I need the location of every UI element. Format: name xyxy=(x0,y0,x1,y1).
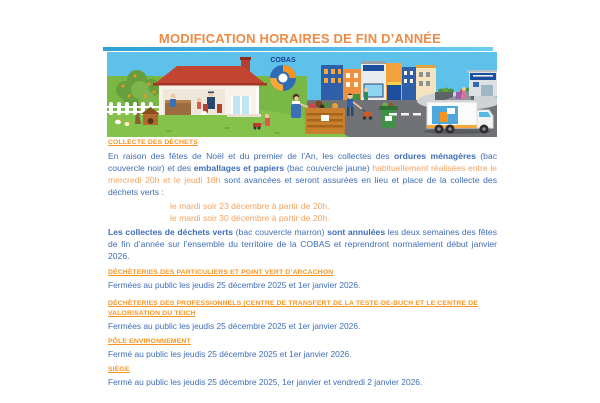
schedule-line: le mardi soir 30 décembre à partir de 20h. xyxy=(170,213,330,223)
green-waste-paragraph xyxy=(108,226,497,262)
text-run-bold: sont annulées xyxy=(327,227,386,237)
section-body: Fermé au public les jeudis 25 décembre 2025, 1er janvier et vendredi 2 janvier 2026. xyxy=(108,377,423,387)
section-body: Fermées au public les jeudis 25 décembre 2025 et 1er janvier 2026. xyxy=(108,280,361,290)
text-run-bold: Les collectes de déchets verts xyxy=(108,227,234,237)
text-run: (bac couvercle jaune) xyxy=(284,163,373,173)
section-siege xyxy=(108,365,497,388)
section-heading: DÉCHÈTERIES DES PARTICULIERS ET POINT VERT D’ARCACHON xyxy=(108,269,334,276)
cobas-logo-text: COBAS xyxy=(270,57,296,64)
notice-content xyxy=(108,138,497,388)
waste-collection-illustration xyxy=(107,52,497,137)
text-run-bold: emballages et papiers xyxy=(193,163,285,173)
recycling-container xyxy=(353,94,360,100)
text-run: (bac couvercle noir) et des xyxy=(108,151,498,173)
text-run: En raison des fêtes de Noël et du premier de l’An, les collectes des xyxy=(108,151,395,161)
wheeled-bin xyxy=(456,92,461,99)
section-body: Fermées au public les jeudis 25 décembre 2025 et 1er janvier 2026. xyxy=(108,321,361,331)
text-run: sont avancées et seront assurées en lieu et place de la collecte des déchets verts : xyxy=(108,175,497,197)
section-pole-environnement xyxy=(108,337,497,360)
section-heading: SIÈGE xyxy=(108,366,130,373)
intro-paragraph xyxy=(108,150,497,198)
section-heading-collecte: COLLECTE DES DÉCHETS xyxy=(108,139,198,146)
section-heading: PÔLE ENVIRONNEMENT xyxy=(108,338,191,345)
road-markings xyxy=(389,113,421,116)
text-run: (bac couvercle marron) xyxy=(233,227,328,237)
title-underline-rule xyxy=(103,47,493,51)
section-dechetteries-particuliers xyxy=(108,268,497,291)
section-heading: DÉCHÈTERIES DES PROFESSIONNELS (CENTRE DE TRANSFERT DE LA TESTE-DE-BUCH ET LE CENTRE DE VALORISATION DU TEICH xyxy=(108,300,479,317)
cobas-logo xyxy=(270,57,296,91)
town-buildings xyxy=(321,61,436,100)
text-run-highlight: habituellement réalisées entre le mercredi 20h et le jeudi 18h xyxy=(108,163,498,185)
page-title: MODIFICATION HORAIRES DE FIN D’ANNÉE xyxy=(158,31,442,46)
schedule-line: le mardi soir 23 décembre à partir de 20h. xyxy=(170,201,330,211)
section-dechetteries-professionnels xyxy=(108,299,497,332)
section-body: Fermé au public les jeudis 25 décembre 2025 et 1er janvier 2026. xyxy=(108,349,352,359)
text-run: les deux semaines des fêtes de fin d’année sur l’ensemble du territoire de la COBAS et reprendront normalement début janvier 2026. xyxy=(108,227,498,261)
text-run-bold: ordures ménagères xyxy=(394,151,476,161)
